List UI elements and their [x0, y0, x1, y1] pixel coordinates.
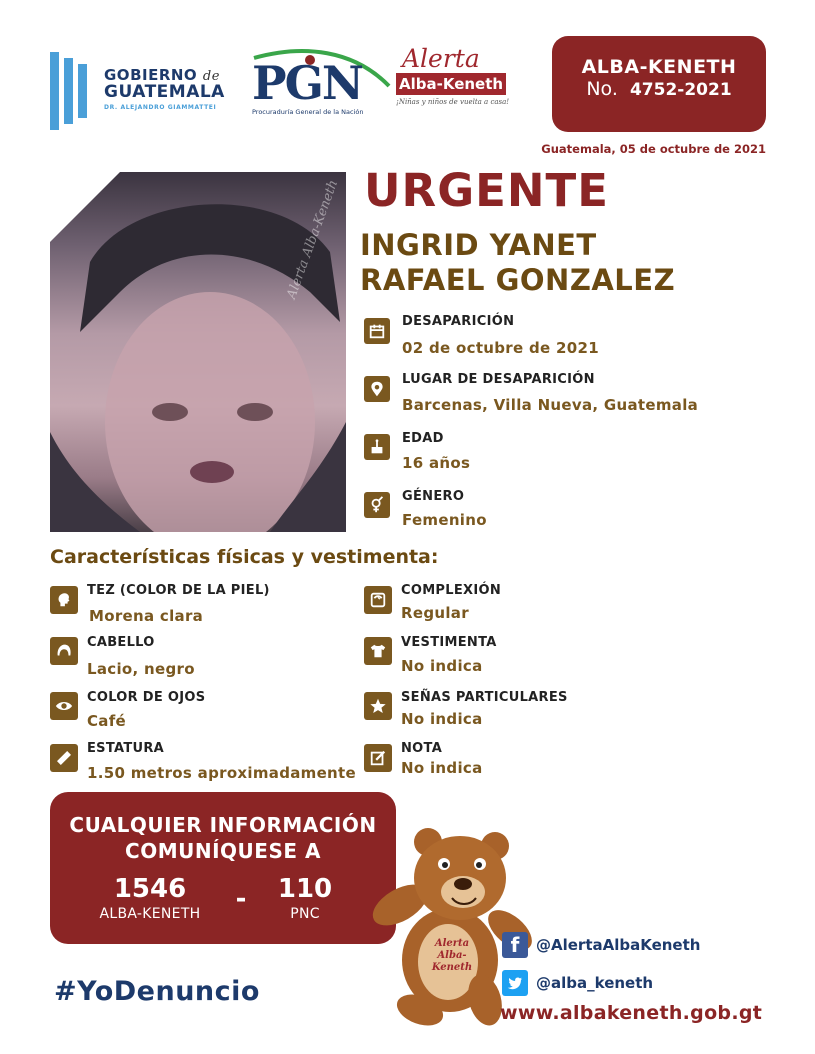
head-profile-icon	[50, 586, 78, 614]
case-number: No. 4752-2021	[586, 78, 732, 100]
char-value: No indica	[401, 759, 483, 777]
pgn-mark: PGN	[252, 56, 362, 110]
pgn-logo	[244, 46, 394, 120]
char-build	[364, 580, 694, 628]
detail-label: DESAPARICIÓN	[402, 314, 515, 329]
shirt-icon	[364, 637, 392, 665]
website-link[interactable]: www.albakeneth.gob.gt	[500, 1002, 763, 1024]
detail-label: EDAD	[402, 431, 444, 446]
phone-pnc-label: PNC	[290, 906, 320, 922]
char-value: No indica	[401, 710, 483, 728]
note-edit-icon	[364, 744, 392, 772]
char-label: COLOR DE OJOS	[87, 690, 206, 705]
twitter-icon[interactable]	[502, 970, 528, 996]
phone-alba-keneth-label: ALBA-KENETH	[99, 906, 201, 922]
alerta-logo-bar: Alba-Keneth	[396, 73, 506, 95]
char-label: COMPLEXIÓN	[401, 583, 502, 598]
birthday-cake-icon	[364, 434, 390, 460]
ruler-icon	[50, 744, 78, 772]
char-value: Lacio, negro	[87, 660, 195, 678]
bear-mascot	[360, 820, 540, 1030]
detail-value: Barcenas, Villa Nueva, Guatemala	[402, 396, 699, 414]
char-value: Regular	[401, 604, 469, 622]
missing-person-photo	[50, 172, 346, 532]
phone-dash: -	[235, 884, 247, 914]
gobierno-logo-bars	[50, 52, 96, 130]
char-value: 1.50 metros aproximadamente	[87, 764, 356, 782]
alerta-logo-subtitle: ¡Niñas y niños de vuelta a casa!	[396, 98, 510, 106]
char-skin	[50, 580, 360, 628]
case-title: ALBA-KENETH	[581, 56, 737, 78]
facebook-icon[interactable]: f	[502, 932, 528, 958]
char-hair	[50, 632, 360, 680]
star-icon	[364, 692, 392, 720]
detail-label: LUGAR DE DESAPARICIÓN	[402, 372, 595, 387]
urgent-heading: URGENTE	[364, 164, 609, 217]
calendar-icon	[364, 318, 390, 344]
detail-age	[364, 428, 794, 478]
pgn-subtitle: Procuraduría General de la Nación	[252, 108, 364, 116]
detail-gender	[364, 486, 794, 536]
char-value: No indica	[401, 657, 483, 675]
twitter-handle[interactable]: @alba_keneth	[536, 974, 654, 992]
detail-label: GÉNERO	[402, 489, 465, 504]
char-clothing	[364, 632, 694, 680]
char-label: SEÑAS PARTICULARES	[401, 690, 568, 705]
alerta-logo-title: Alerta	[402, 44, 480, 73]
facebook-handle[interactable]: @AlertaAlbaKeneth	[536, 936, 701, 954]
char-label: NOTA	[401, 741, 443, 756]
detail-value: Femenino	[402, 511, 487, 529]
char-height	[50, 740, 360, 788]
contact-heading: CUALQUIER INFORMACIÓN COMUNÍQUESE A	[69, 813, 377, 863]
alerta-logo	[396, 46, 536, 116]
gobierno-logo-text: GOBIERNO de GUATEMALA DR. ALEJANDRO GIAMMATTEI	[104, 66, 225, 111]
eye-icon	[50, 692, 78, 720]
characteristics-title: Características físicas y vestimenta:	[50, 546, 439, 568]
location-pin-icon	[364, 376, 390, 402]
gender-icon	[364, 492, 390, 518]
person-name: INGRID YANET RAFAEL GONZALEZ	[360, 228, 676, 297]
char-value: Morena clara	[89, 607, 204, 625]
detail-location	[364, 370, 804, 420]
phone-alba-keneth[interactable]: 1546	[113, 874, 187, 904]
hair-icon	[50, 637, 78, 665]
detail-value: 02 de octubre de 2021	[402, 339, 599, 357]
char-value: Café	[87, 712, 127, 730]
char-label: VESTIMENTA	[401, 635, 497, 650]
hashtag: #YoDenuncio	[54, 976, 260, 1007]
detail-disappearance	[364, 312, 794, 362]
detail-value: 16 años	[402, 454, 471, 472]
char-label: CABELLO	[87, 635, 155, 650]
phone-pnc[interactable]: 110	[277, 874, 333, 904]
char-note	[364, 740, 694, 788]
contact-box	[50, 792, 396, 944]
mascot-badge: Alerta Alba-Keneth	[431, 938, 473, 973]
char-label: TEZ (COLOR DE LA PIEL)	[87, 583, 270, 598]
photo-watermark: Alerta Alba-Keneth	[284, 178, 342, 301]
scale-icon	[364, 586, 392, 614]
case-number-box	[552, 36, 766, 132]
char-label: ESTATURA	[87, 741, 165, 756]
char-eyes	[50, 688, 360, 736]
char-marks	[364, 688, 694, 736]
publication-date: Guatemala, 05 de octubre de 2021	[541, 142, 766, 156]
